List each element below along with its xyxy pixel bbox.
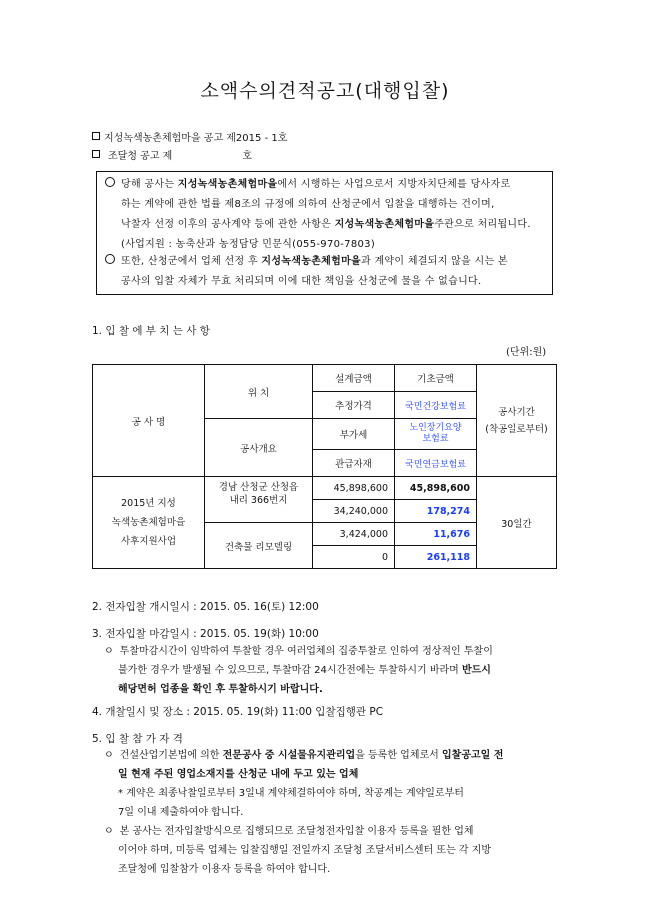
announcement-number [92,129,287,144]
design-amount-2: 34,240,000 [313,500,395,523]
col-header-design-amount: 설계금액 [313,365,395,392]
col-header-period: 공사기간 (착공일로부터) [477,365,557,477]
col-header-overview: 공사개요 [205,419,313,477]
design-amount-4: 0 [313,546,395,569]
section-3: 3. 전자입찰 마감일시 : 2015. 05. 19(화) 10:00 [92,628,319,640]
col-header-base-amount: 기초금액 [395,365,477,392]
notice-paragraph-1: 당해 공사는 지성녹색농촌체험마을에서 시행하는 사업으로서 지방자치단체를 당사자로 하는 계약에 관한 법률 제8조의 규정에 의하여 산청군에서 입찰을 대행하는 건이며, 낙찰자 선정 이후의 공사계약 등에 관한 사항은 지성녹색농촌체험마을주관으로 처리됩니다. (사업지원 : 농축산과 농정담당 민문식(055-970-7803) [105,175,544,255]
section-2: 2. 전자입찰 개시일시 : 2015. 05. 16(토) 12:00 [92,601,319,613]
section-4: 4. 개찰일시 및 장소 : 2015. 05. 19(화) 11:00 입찰집행관 PC [92,706,384,718]
section-5-body: ㅇ 건설산업기본법에 의한 전문공사 중 시설물유지관리업을 등록한 업체로서 입찰공고일 전 일 현재 주된 영업소재지를 산청군 내에 두고 있는 업체 * 계약은 최종낙찰일로부터 3일내 계약체결하여야 하며, 착공계는 계약일로부터 7일 이내 제출하여야 합니다. ㅇ 본 공사는 전자입찰방식으로 집행되므로 조달청전자입찰 이용자 등록을 필한 업체 이어야 하며, 미등록 업체는 입찰집행일 전일까지 조달청 조달서비스센터 또는 각 지방 조달청에 입찰참가 이용자 등록을 하여야 합니다. [104,750,504,875]
announcement-number-text: 지성녹색농촌체험마을 공고 제2015 - 1호 [104,133,288,144]
page-title: 소액수의견적공고(대행입찰) [200,80,450,102]
row-label-estimated-price: 추정가격 [313,392,395,419]
row-label-vat: 부가세 [313,419,395,450]
design-amount-3: 3,424,000 [313,523,395,546]
notice-box [96,171,553,295]
circle-bullet-icon [105,177,115,187]
project-location: 경남 산청군 산청읍 내리 366번지 [205,477,313,523]
row-label-supplied-materials: 관급자재 [313,450,395,477]
notice-paragraph-2: 또한, 산청군에서 업체 선정 후 지성녹색농촌체험마을과 계약이 체결되지 않을 시는 본 공사의 입찰 자체가 무효 처리되며 이에 대한 책임을 산청군에 물을 수 없습니다. [105,252,544,292]
base-amount-3: 11,676 [395,523,477,546]
unit-label: (단위:원) [506,347,547,358]
project-name: 2015년 지성 녹색농촌체험마을 사후지원사업 [93,477,205,569]
procurement-number-suffix: 호 [242,151,252,162]
note-health-insurance: 국민건강보험료 [395,392,477,419]
project-overview: 건축물 리모델링 [205,523,313,569]
section-3-body: ㅇ 투찰마감시간이 임박하여 투찰할 경우 여러업체의 집중투찰로 인하여 정상적인 투찰이 불가한 경우가 발생될 수 있으므로, 투찰마감 24시간전에는 투찰하시기 바라며 반드시 해당면허 업종을 확인 후 투찰하시기 바랍니다. [104,646,493,695]
col-header-project-name: 공 사 명 [93,365,205,477]
design-amount-1: 45,898,600 [313,477,395,500]
note-pension: 국민연금보험료 [395,450,477,477]
square-bullet-icon [92,150,100,158]
note-longterm-care: 노인장기요양 보험료 [395,419,477,450]
square-bullet-icon [92,132,100,140]
bid-table [92,364,557,569]
construction-period: 30일간 [477,477,557,569]
procurement-number-label: 조달청 공고 제 [108,151,173,162]
section-5-heading: 5. 입 찰 참 가 자 격 [92,733,183,745]
col-header-location: 위 치 [205,365,313,419]
circle-bullet-icon [105,254,115,264]
section-1-heading: 1. 입 찰 에 부 치 는 사 항 [92,325,210,337]
base-amount-1: 45,898,600 [395,477,477,500]
procurement-number [92,147,252,162]
base-amount-4: 261,118 [395,546,477,569]
base-amount-2: 178,274 [395,500,477,523]
